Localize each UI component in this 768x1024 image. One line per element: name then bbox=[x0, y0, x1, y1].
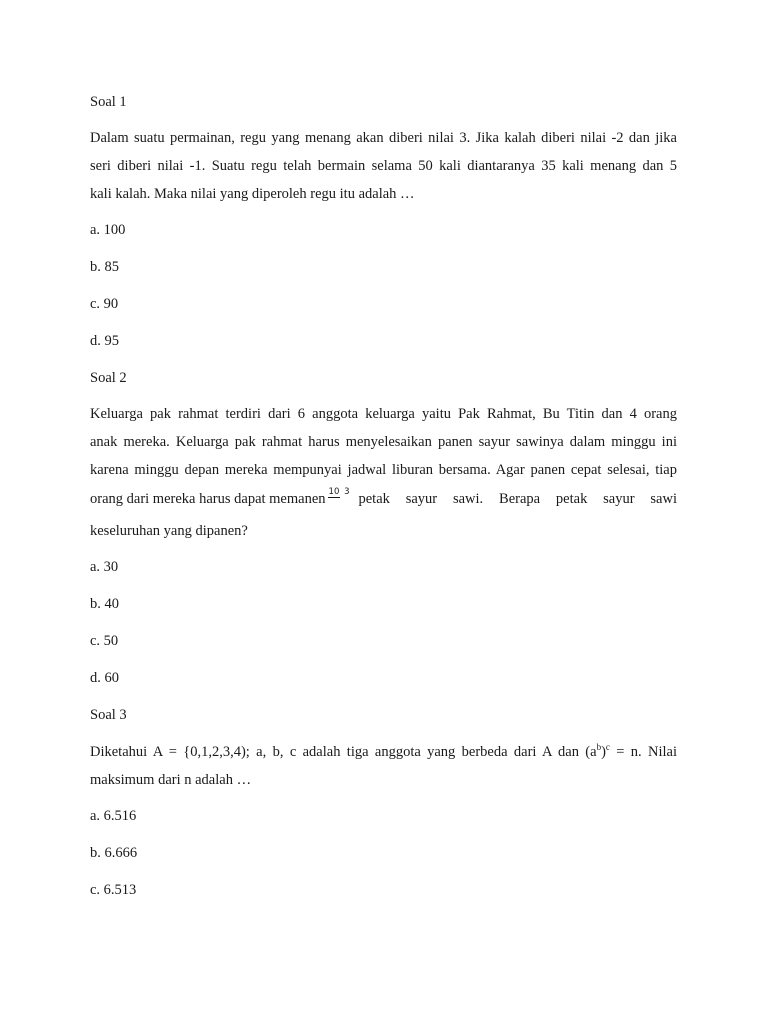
question-3-line-1 bbox=[90, 742, 677, 762]
question-2-option-a: a. 30 bbox=[90, 559, 119, 575]
question-1-option-c: c. 90 bbox=[90, 296, 119, 312]
question-3-line-1-mid: ) bbox=[601, 744, 606, 760]
question-1-line-3: kali kalah. Maka nilai yang diperoleh regu itu adalah … bbox=[90, 186, 415, 202]
question-2-option-b: b. 40 bbox=[90, 596, 119, 612]
superscript-c: c bbox=[605, 742, 610, 753]
question-3-title: Soal 3 bbox=[90, 707, 127, 723]
question-2-line-4 bbox=[90, 489, 677, 509]
question-3-option-a: a. 6.516 bbox=[90, 808, 137, 824]
question-3-option-c: c. 6.513 bbox=[90, 882, 137, 898]
fraction bbox=[328, 488, 351, 508]
question-2-line-4-after: petak sayur sawi. Berapa petak sayur sawi bbox=[358, 491, 677, 507]
question-3-line-1-before: Diketahui A = {0,1,2,3,4); a, b, c adalah tiga anggota yang berbeda dari A dan (a bbox=[90, 744, 597, 760]
question-2-line-3: karena minggu depan mereka mempunyai jadwal liburan bersama. Agar panen cepat selesai, tiap bbox=[90, 462, 677, 478]
question-2-title: Soal 2 bbox=[90, 370, 127, 386]
fraction-numerator: 10 bbox=[328, 487, 340, 497]
question-2-line-1: Keluarga pak rahmat terdiri dari 6 anggota keluarga yaitu Pak Rahmat, Bu Titin dan 4 orang bbox=[90, 406, 677, 422]
question-1-option-a: a. 100 bbox=[90, 222, 126, 238]
question-3-line-2: maksimum dari n adalah … bbox=[90, 772, 252, 788]
question-2-line-2: anak mereka. Keluarga pak rahmat harus menyelesaikan panen sayur sawinya dalam minggu ini bbox=[90, 434, 677, 450]
question-3-line-1-after: = n. Nilai bbox=[609, 744, 677, 760]
question-1-line-2: seri diberi nilai -1. Suatu regu telah bermain selama 50 kali diantaranya 35 kali menang dan 5 bbox=[90, 158, 677, 174]
fraction-denominator: 3 bbox=[344, 487, 350, 497]
question-1-line-1: Dalam suatu permainan, regu yang menang akan diberi nilai 3. Jika kalah diberi nilai -2 dan jika bbox=[90, 130, 677, 146]
question-3-option-b: b. 6.666 bbox=[90, 845, 138, 861]
question-1-option-b: b. 85 bbox=[90, 259, 119, 275]
question-2-line-4-before: orang dari mereka harus dapat memanen bbox=[90, 491, 326, 507]
question-1-title: Soal 1 bbox=[90, 94, 127, 110]
question-2-line-5: keseluruhan yang dipanen? bbox=[90, 523, 248, 539]
question-2-option-c: c. 50 bbox=[90, 633, 119, 649]
superscript-b: b bbox=[596, 742, 602, 753]
question-1-option-d: d. 95 bbox=[90, 333, 119, 349]
question-2-option-d: d. 60 bbox=[90, 670, 119, 686]
